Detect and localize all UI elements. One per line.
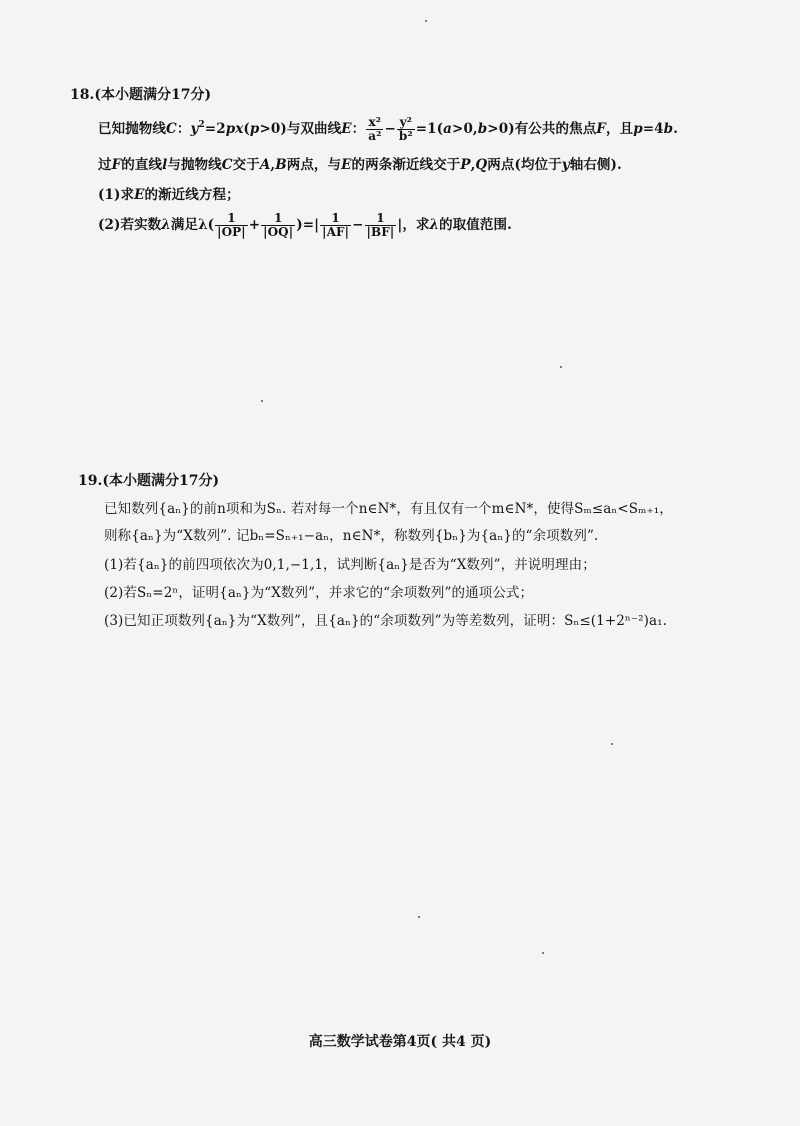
problem-18-part-2: (2)若实数λ满足λ( $\frac{1}{|OP|}$ + $\frac{1}{|OQ|}$ )=| $\frac{1}{|AF|}$ − $\frac{1}{|BF|}$ |，求λ的取值范围. bbox=[98, 211, 512, 239]
problem-19-line-1: 已知数列{aₙ}的前n项和为Sₙ. 若对每一个n∈N*，有且仅有一个m∈N*，使得Sₘ≤aₙ<Sₘ₊₁， bbox=[104, 501, 673, 517]
fraction-1-over-af: $\frac{1}{|AF|}$ bbox=[322, 211, 350, 239]
scan-speck bbox=[425, 20, 427, 22]
page-footer: 高三数学试卷第4页( 共4 页) bbox=[308, 1034, 492, 1050]
scan-speck bbox=[542, 952, 544, 954]
fraction-1-over-op: $\frac{1}{|OP|}$ bbox=[217, 211, 246, 239]
problem-19-part-1: (1)若{aₙ}的前四项依次为0,1,−1,1，试判断{aₙ}是否为“X数列”，并说明理由； bbox=[104, 557, 596, 573]
scan-speck bbox=[418, 916, 420, 918]
fraction-x2-a2: $\frac{\text{x²}}{\text{a²}}$ bbox=[368, 115, 382, 143]
fraction-y2-b2: $\frac{\text{y²}}{\text{b²}}$ bbox=[398, 115, 413, 143]
problem-18-line-2: 过F的直线l与抛物线C交于A,B两点，与E的两条渐近线交于P,Q两点(均位于y轴右侧). bbox=[98, 157, 622, 173]
problem-18-line-1: 已知抛物线C：$y^2=2px(p>0)$与双曲线E： $\frac{\text{x²}}{\text{a²}}$ − $\frac{\text{y²}}{\text{b²}}$ =1(a>0,b>0)有公共的焦点F，且p=4b. bbox=[98, 115, 678, 143]
fraction-1-over-oq: $\frac{1}{|OQ|}$ bbox=[263, 211, 294, 239]
scan-speck bbox=[560, 366, 562, 368]
fraction-1-over-bf: $\frac{1}{|BF|}$ bbox=[366, 211, 395, 239]
problem-18-part-1: (1)求E的渐近线方程； bbox=[98, 187, 240, 203]
scan-speck bbox=[611, 743, 613, 745]
problem-19-part-3: (3)已知正项数列{aₙ}为“X数列”，且{aₙ}的“余项数列”为等差数列，证明：Sₙ≤(1+2ⁿ⁻²)a₁. bbox=[104, 613, 668, 629]
problem-19-header: 19.(本小题满分17分) bbox=[78, 473, 220, 489]
scan-speck bbox=[261, 400, 263, 402]
problem-19-part-2: (2)若Sₙ=2ⁿ，证明{aₙ}为“X数列”，并求它的“余项数列”的通项公式； bbox=[104, 585, 534, 601]
problem-18-header: 18.(本小题满分17分) bbox=[70, 87, 212, 103]
problem-19-line-2: 则称{aₙ}为“X数列”. 记bₙ=Sₙ₊₁−aₙ，n∈N*，称数列{bₙ}为{aₙ}的“余项数列”. bbox=[104, 528, 599, 544]
